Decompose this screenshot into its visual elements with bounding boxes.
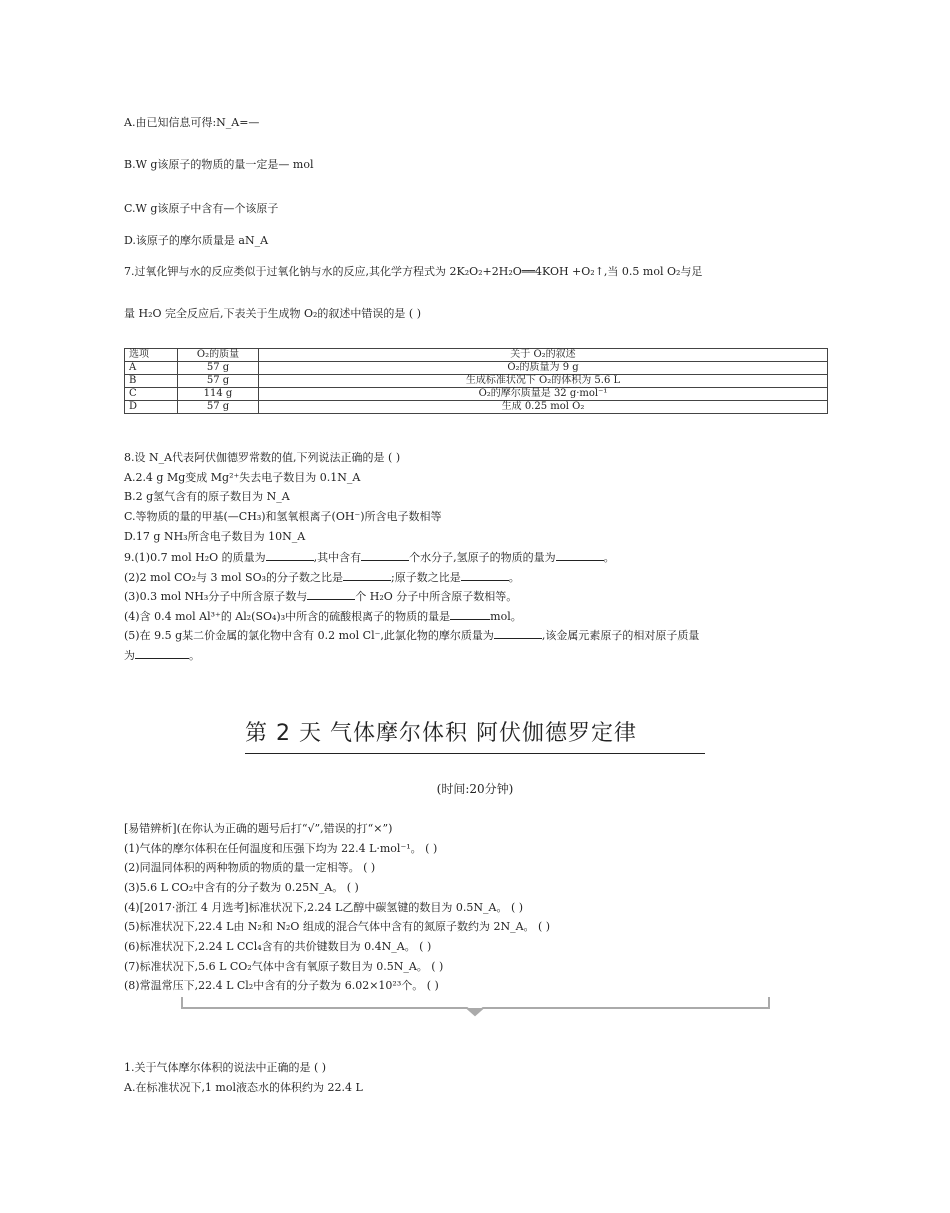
question-1-stem: 1.关于气体摩尔体积的说法中正确的是 ( ): [124, 1061, 327, 1074]
answer-blank[interactable]: [135, 647, 189, 659]
text: (4)含 0.4 mol Al³⁺的 Al₂(SO₄)₃中所含的硫酸根离子的物质的量是: [124, 610, 451, 623]
option-b: B.W g该原子的物质的量一定是— mol: [124, 158, 314, 171]
text: mol。: [490, 610, 522, 623]
table-cell: 生成标准状况下 O₂的体积为 5.6 L: [259, 375, 828, 388]
table-header: 选项: [125, 349, 178, 362]
question-8-stem: 8.设 N_A代表阿伏伽德罗常数的值,下列说法正确的是 ( ): [124, 451, 401, 464]
text: (5)在 9.5 g某二价金属的氯化物中含有 0.2 mol Cl⁻,此氯化物的摩尔质量为: [124, 629, 494, 642]
text: 为: [124, 649, 135, 662]
text: (3)0.3 mol NH₃分子中所含原子数与: [124, 590, 308, 603]
table-header: O₂的质量: [178, 349, 259, 362]
list-item: (7)标准状况下,5.6 L CO₂气体中含有氧原子数目为 0.5N_A。 ( ): [124, 960, 444, 973]
question-9-part5: [124, 627, 699, 643]
option-a: A.在标准状况下,1 mol液态水的体积约为 22.4 L: [124, 1081, 363, 1094]
section-title: 第 2 天 气体摩尔体积 阿伏伽德罗定律: [245, 716, 705, 754]
option-b: B.2 g氢气含有的原子数目为 N_A: [124, 490, 290, 503]
text: 。: [189, 649, 200, 662]
option-c: C.W g该原子中含有—个该原子: [124, 202, 279, 215]
text: ,该金属元素原子的相对原子质量: [541, 629, 700, 642]
table-cell: 57 g: [178, 362, 259, 375]
table-cell: B: [125, 375, 178, 388]
option-d: D.该原子的摩尔质量是 aN_A: [124, 234, 269, 247]
option-d: D.17 g NH₃所含电子数目为 10N_A: [124, 530, 306, 543]
text: ,其中含有: [313, 551, 362, 564]
answer-blank[interactable]: [307, 588, 355, 600]
list-item: (4)[2017·浙江 4 月选考]标准状况下,2.24 L乙醇中碳氢键的数目为 0.5N_A。 ( ): [124, 901, 524, 914]
answer-blank[interactable]: [361, 549, 409, 561]
table-header: 关于 O₂的叙述: [259, 349, 828, 362]
list-item: (8)常温常压下,22.4 L Cl₂中含有的分子数为 6.02×10²³个。 ( ): [124, 979, 439, 992]
text: (2)2 mol CO₂与 3 mol SO₃的分子数之比是: [124, 571, 344, 584]
table-header-row: [125, 349, 828, 362]
answer-blank[interactable]: [450, 608, 490, 620]
question-9-part4: [124, 608, 522, 624]
text: 9.(1)0.7 mol H₂O 的质量为: [124, 551, 266, 564]
list-item: (1)气体的摩尔体积在任何温度和压强下均为 22.4 L·mol⁻¹。 ( ): [124, 842, 438, 855]
table-cell: 生成 0.25 mol O₂: [259, 401, 828, 414]
table-cell: A: [125, 362, 178, 375]
answer-blank[interactable]: [556, 549, 604, 561]
table-row: [125, 362, 828, 375]
answer-blank[interactable]: [266, 549, 314, 561]
o2-table: [124, 348, 828, 414]
list-item: (3)5.6 L CO₂中含有的分子数为 0.25N_A。 ( ): [124, 881, 359, 894]
text: 个 H₂O 分子中所含原子数相等。: [355, 590, 518, 603]
table-row: [125, 401, 828, 414]
list-item: (6)标准状况下,2.24 L CCl₄含有的共价键数目为 0.4N_A。 ( ): [124, 940, 432, 953]
answer-blank[interactable]: [343, 569, 391, 581]
list-item: (2)同温同体积的两种物质的物质的量一定相等。 ( ): [124, 861, 376, 874]
time-limit: (时间:20分钟): [436, 782, 514, 796]
question-9-part1: [124, 549, 615, 565]
question-9-part2: [124, 569, 520, 585]
table-cell: C: [125, 388, 178, 401]
text: ;原子数之比是: [391, 571, 461, 584]
option-a: A.由已知信息可得:N_A=—: [124, 116, 260, 129]
question-7-line1: 7.过氧化钾与水的反应类似于过氧化钠与水的反应,其化学方程式为 2K₂O₂+2H₂O══4KOH +O₂↑,当 0.5 mol O₂与足: [124, 265, 703, 278]
table-cell: O₂的质量为 9 g: [259, 362, 828, 375]
question-7-line2: 量 H₂O 完全反应后,下表关于生成物 O₂的叙述中错误的是 ( ): [124, 307, 422, 320]
question-9-part5-cont: [124, 647, 200, 663]
text: 。: [508, 571, 520, 584]
answer-blank[interactable]: [494, 627, 542, 639]
table-row: [125, 375, 828, 388]
list-item: (5)标准状况下,22.4 L由 N₂和 N₂O 组成的混合气体中含有的氮原子数约为 2N_A。 ( ): [124, 920, 551, 933]
table-cell: D: [125, 401, 178, 414]
option-c: C.等物质的量的甲基(—CH₃)和氢氧根离子(OH⁻)所含电子数相等: [124, 510, 442, 523]
table-cell: O₂的摩尔质量是 32 g·mol⁻¹: [259, 388, 828, 401]
question-9-part3: [124, 588, 517, 604]
answer-blank[interactable]: [461, 569, 509, 581]
table-cell: 57 g: [178, 401, 259, 414]
option-a: A.2.4 g Mg变成 Mg²⁺失去电子数目为 0.1N_A: [124, 471, 361, 484]
error-analysis-heading: [易错辨析](在你认为正确的题号后打“√”,错误的打“×”): [124, 822, 393, 835]
text: 个水分子,氢原子的物质的量为: [409, 551, 556, 564]
table-cell: 114 g: [178, 388, 259, 401]
table-cell: 57 g: [178, 375, 259, 388]
text: 。: [603, 551, 615, 564]
bracket-divider: [181, 996, 771, 1018]
table-row: [125, 388, 828, 401]
